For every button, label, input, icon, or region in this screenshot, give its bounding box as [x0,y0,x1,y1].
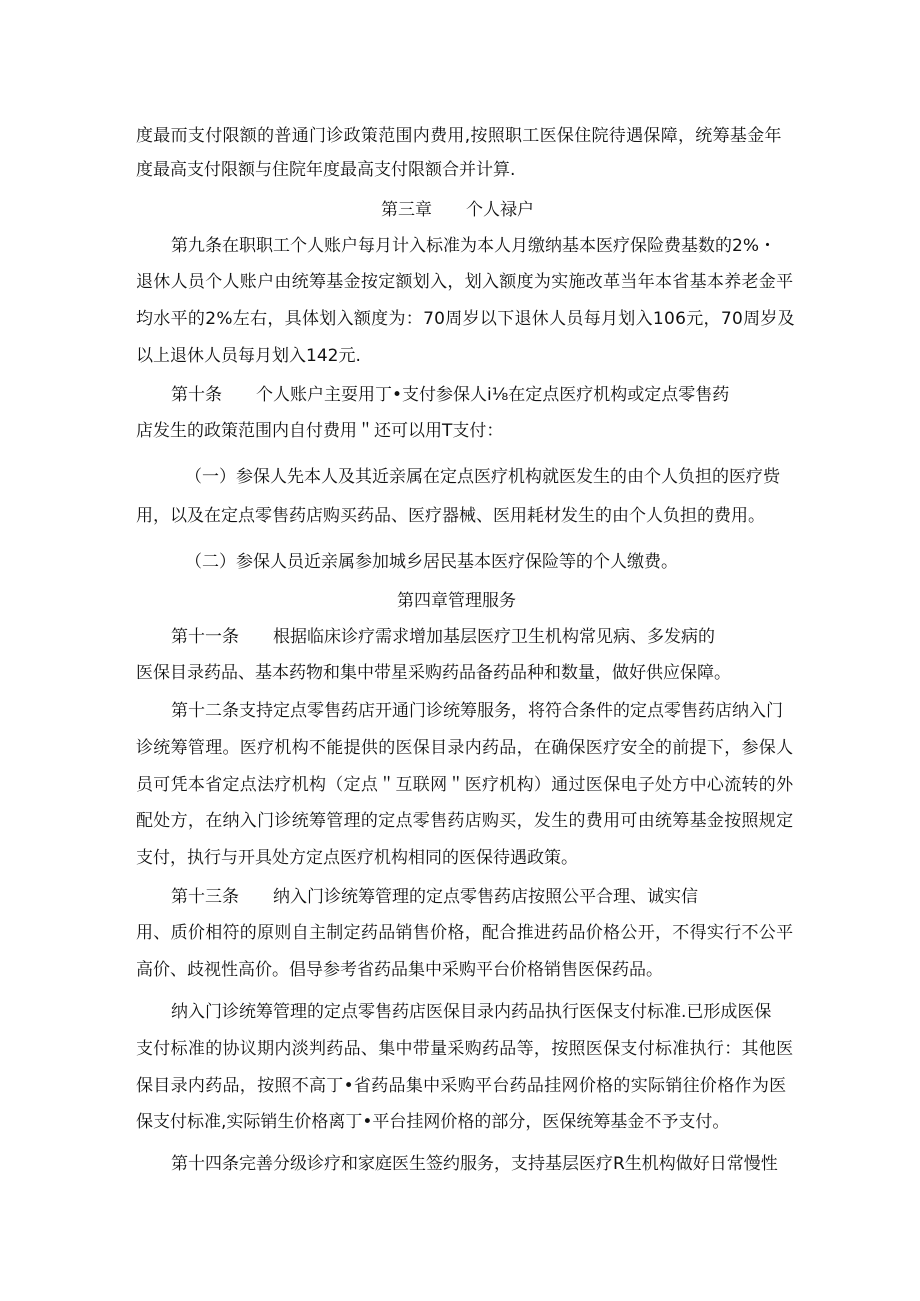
text-line: （一）参保人先本人及其近亲属在定点医疗机构就医发生的由个人负担的医疗赀 [185,467,780,487]
text-line: 保支付标准,实际销生价格离丁•平台挂网价格的部分，医保统筹基金不予支付。 [136,1112,730,1132]
text-line: 支付，执行与开具处方定点医疗机构相同的医保待遇政策。 [136,848,578,868]
text-line: 配处方，在纳入门诊统筹管理的定点零售药店购买，发生的费用可由统筹基金按照规定 [136,811,794,831]
text-line: 高价、歧视性高价。倡导参考省药品集中采购平台价格销售医保药品。 [136,960,663,980]
text-line: 退休人员个人账户由统筹基金按定额划入，划入额度为实施改革当年本省基本养老金平 [136,272,794,292]
text-line: 保目录内药品，按照不高丁•省药品集中采购平台药品挂网价格的实际销往价格作为医 [136,1076,787,1096]
text-line: 第十四条完善分级诊疗和家庭医生签约服务，支持基层医疗R生机构做好日常慢性 [171,1154,778,1174]
text-line: 诊统筹管理。医疗机构不能提供的医保目录内药品，在确保医疗安全的前提下，参保人 [136,738,794,758]
text-line: 第十二条支持定点零售药店开通门诊统筹服务，将符合条件的定点零售药店纳入门 [171,701,783,721]
text-line: 用，以及在定点零售药店购买药品、医疗器械、医用耗材发生的由个人负担的费用。 [136,506,765,526]
text-line: 店发生的政策范围内自付费用＂还可以用T支付： [136,421,504,441]
text-line: 医保目录药品、基本药物和集中带星采购药品备药品种和数量，做好供应保障。 [136,663,731,683]
text-line: 第十条 个人账户主耍用丁•支付参保人i⅛在定点医疗机构或定点零售药 [171,385,730,405]
text-line: 均水平的2%左右，具体划入额度为：70周岁以下退休人员每月划入106元，70周岁及 [136,309,795,329]
text-line: 第十三条 纳入门诊统筹管理的定点零售药店按照公平合理、诚实信 [171,887,698,907]
text-line: 第十一条 根据临床诊疗需求增加基层医疗卫生机构常见病、多发病的 [171,627,715,647]
text-line: 第九条在职职工个人账户每月计入标准为本人月缴纳基本医疗保险费基数的2%・ [171,236,776,256]
text-line: 以上退休人员每月划入142元. [136,346,361,366]
text-line: 纳入门诊统筹管理的定点零售药店医保目录内药品执行医保支付标准.已形成医保 [171,1002,772,1022]
text-line: （二）参保人员近亲属参加城乡居民基本医疗保险等的个人缴费。 [185,552,678,572]
chapter-heading: 第三章 个人禄户 [381,200,534,220]
text-line: 用、质价相符的原则自主制定药品销售价格，配合推进药品价格公开，不得实行不公平 [136,923,794,943]
text-line: 度最而支付限额的普通门诊政策范围内费用,按照职工医保住院待遇保障，统筹基金年 [136,126,782,146]
chapter-heading: 第四章管理服务 [397,591,516,611]
text-line: 员可凭本省定点法疗机构（定点＂互联网＂医疗机构）通过医保电子处方中心流转的外 [136,775,794,795]
text-line: 度最高支付限额与住院年度最高支付限额合并计算. [136,160,516,180]
text-line: 支付标准的协议期内淡判药品、集中带量采购药品等，按照医保支付标准执行：其他医 [136,1039,794,1059]
